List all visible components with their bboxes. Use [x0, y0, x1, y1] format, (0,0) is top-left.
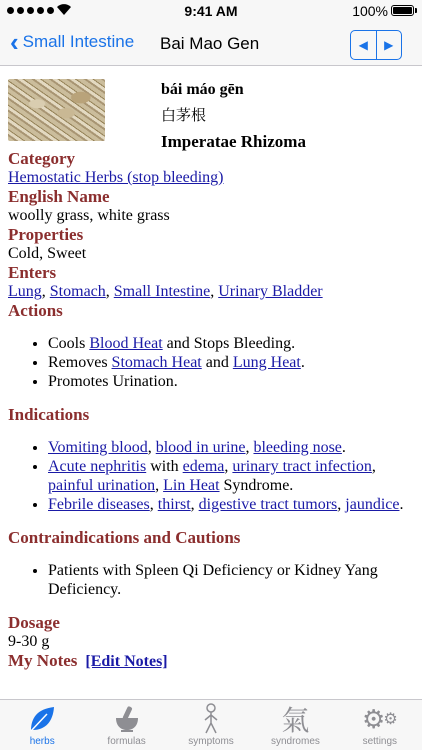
- properties-heading: Properties: [8, 225, 84, 244]
- channel-link-small-intestine[interactable]: Small Intestine: [113, 283, 211, 300]
- herb-chinese: 白茅根: [161, 106, 207, 124]
- navigation-bar: [0, 22, 422, 66]
- enters-links: Lung, Stomach, Small Intestine, Urinary Bladder: [8, 283, 323, 300]
- indication-link[interactable]: Vomiting blood: [48, 439, 148, 456]
- leaf-icon: [27, 702, 57, 736]
- figure-icon: [196, 702, 226, 736]
- indication-link[interactable]: edema: [182, 458, 225, 475]
- indication-link[interactable]: Acute nephritis: [48, 458, 147, 475]
- prev-next-control: [350, 30, 402, 60]
- edit-notes-link[interactable]: [Edit Notes]: [85, 653, 168, 670]
- indication-link[interactable]: thirst: [157, 496, 191, 513]
- action-link[interactable]: Lung Heat: [232, 354, 301, 371]
- tab-syndromes[interactable]: [253, 700, 337, 750]
- mortar-pestle-icon: [112, 702, 142, 736]
- tab-label: herbs: [29, 736, 55, 747]
- tab-symptoms[interactable]: [169, 700, 253, 750]
- list-item: • Febrile diseases, thirst, digestive tract tumors, jaundice.: [48, 495, 414, 514]
- gears-icon: ⚙ ⚙: [362, 703, 398, 734]
- enters-heading: Enters: [8, 263, 57, 282]
- tab-bar: [0, 699, 422, 750]
- next-button[interactable]: [376, 31, 402, 59]
- list-item: • Cools Blood Heat and Stops Bleeding.: [48, 334, 414, 353]
- my-notes-heading: My Notes: [8, 651, 78, 670]
- action-link[interactable]: Blood Heat: [89, 335, 163, 352]
- indication-link[interactable]: urinary tract infection: [232, 458, 372, 475]
- qi-character-icon: 氣: [281, 704, 310, 737]
- tab-label: formulas: [107, 736, 146, 747]
- indication-link[interactable]: Febrile diseases: [48, 496, 150, 513]
- herb-latin-name: Imperatae Rhizoma: [161, 132, 306, 151]
- chevron-left-icon: ‹: [10, 27, 19, 57]
- channel-link-lung[interactable]: Lung: [8, 283, 42, 300]
- dosage-value: 9-30 g: [8, 633, 50, 650]
- indication-link[interactable]: digestive tract tumors: [198, 496, 338, 513]
- previous-button[interactable]: [351, 31, 376, 59]
- tab-herbs[interactable]: [0, 700, 84, 750]
- actions-heading: Actions: [8, 301, 63, 320]
- herb-header: [8, 67, 414, 149]
- channel-link-stomach[interactable]: Stomach: [49, 283, 106, 300]
- dosage-heading: Dosage: [8, 613, 60, 632]
- herb-pinyin: bái máo gēn: [161, 81, 244, 98]
- back-button[interactable]: [10, 27, 135, 57]
- tab-label: syndromes: [270, 736, 320, 747]
- indications-heading: Indications: [8, 405, 90, 424]
- contraindications-list: [8, 561, 414, 599]
- category-link[interactable]: Hemostatic Herbs (stop bleeding): [8, 169, 224, 186]
- list-item: • Removes Stomach Heat and Lung Heat.: [48, 353, 414, 372]
- back-label: Small Intestine: [22, 32, 135, 51]
- status-time: 9:41 AM: [184, 3, 238, 19]
- category-heading: Category: [8, 149, 76, 168]
- list-item: • Acute nephritis with edema, urinary tract infection, painful urination, Lin Heat Syndrome.: [48, 457, 414, 495]
- triangle-left-icon: ◀: [358, 38, 368, 52]
- herb-detail-content[interactable]: [0, 67, 422, 699]
- indication-link[interactable]: Lin Heat: [163, 477, 220, 494]
- contraindications-heading: Contraindications and Cautions: [8, 528, 241, 547]
- tab-formulas[interactable]: [84, 700, 168, 750]
- herb-image: [8, 79, 105, 141]
- english-name-value: woolly grass, white grass: [8, 207, 170, 224]
- english-name-heading: English Name: [8, 187, 110, 206]
- list-item: • Vomiting blood, blood in urine, bleeding nose.: [48, 438, 414, 457]
- tab-settings[interactable]: [338, 700, 422, 750]
- indication-link[interactable]: jaundice: [345, 496, 400, 513]
- triangle-right-icon: ▶: [384, 38, 394, 52]
- indication-link[interactable]: painful urination: [48, 477, 156, 494]
- list-item: • Patients with Spleen Qi Deficiency or Kidney Yang Deficiency.: [48, 561, 414, 599]
- list-item: • Promotes Urination.: [48, 372, 414, 391]
- battery-percent: 100%: [352, 3, 388, 19]
- battery-icon: [391, 5, 414, 16]
- indications-list: [8, 438, 414, 514]
- channel-link-urinary-bladder[interactable]: Urinary Bladder: [218, 283, 323, 300]
- herb-names: [161, 79, 306, 149]
- indication-link[interactable]: blood in urine: [155, 439, 246, 456]
- actions-list: [8, 334, 414, 391]
- action-link[interactable]: Stomach Heat: [111, 354, 202, 371]
- page-title: Bai Mao Gen: [160, 34, 260, 53]
- status-bar: [0, 0, 422, 22]
- tab-label: symptoms: [188, 736, 234, 747]
- tab-label: settings: [362, 736, 398, 747]
- properties-value: Cold, Sweet: [8, 245, 87, 262]
- indication-link[interactable]: bleeding nose: [253, 439, 342, 456]
